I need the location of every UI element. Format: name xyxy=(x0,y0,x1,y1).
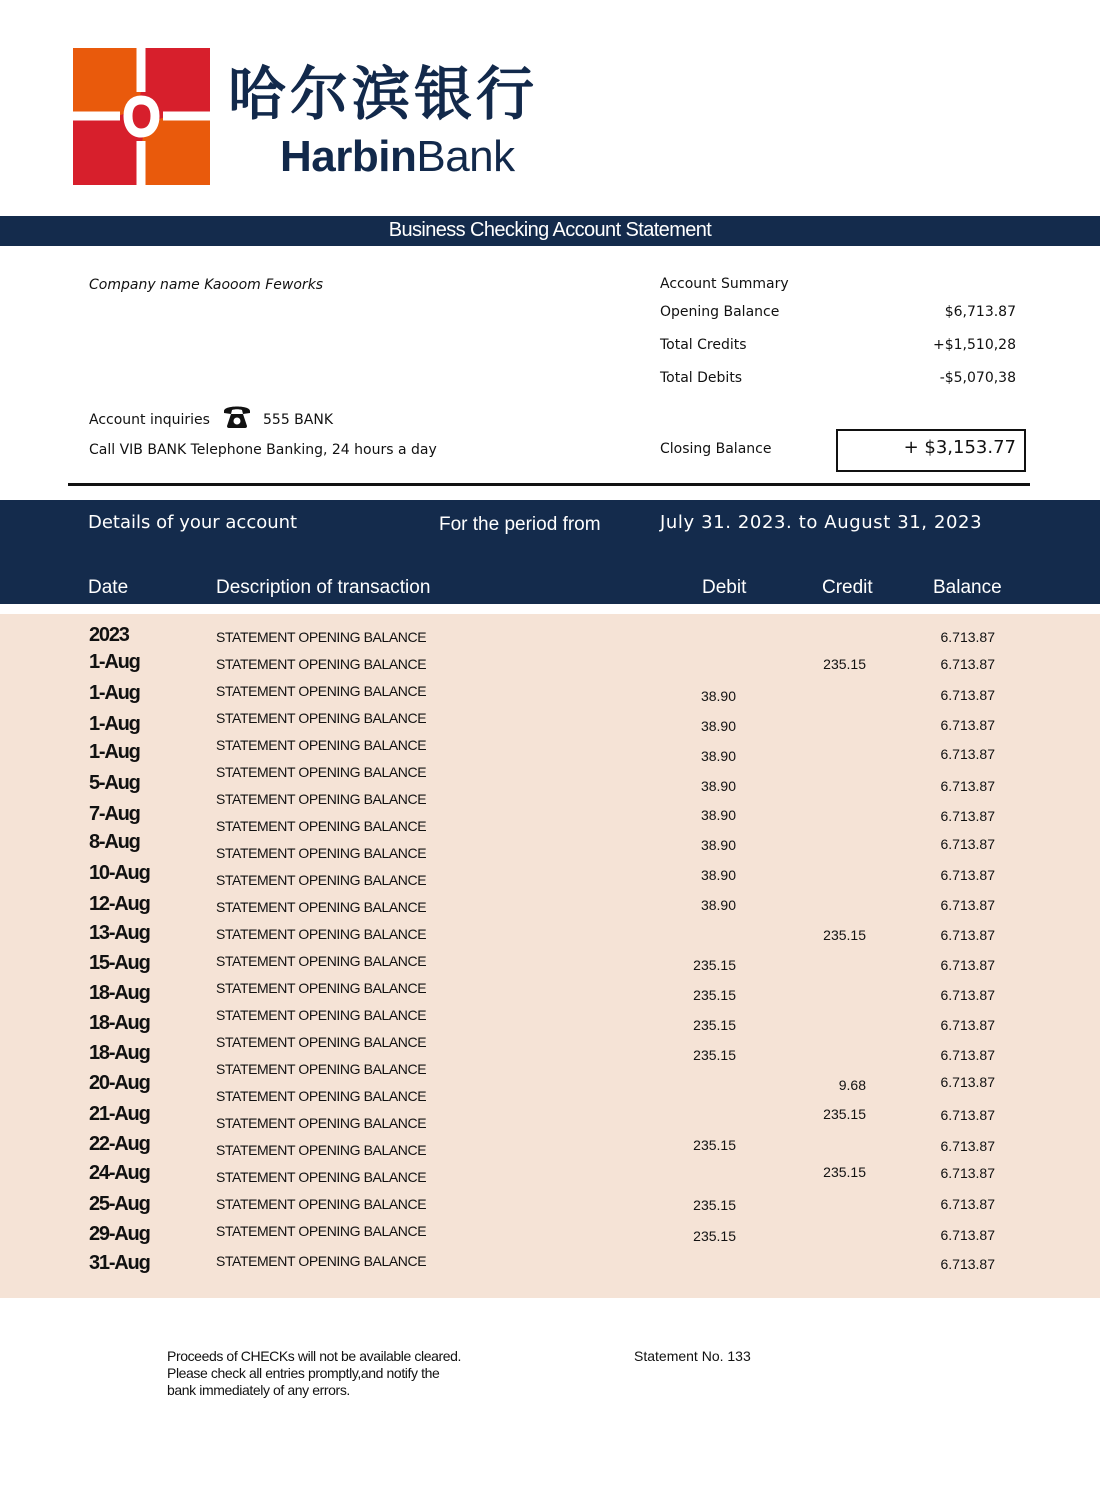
transaction-description: STATEMENT OPENING BALANCE xyxy=(216,980,427,996)
company-name: Company name Kaooom Feworks xyxy=(89,277,324,293)
transaction-date: 18-Aug xyxy=(89,1012,150,1034)
balance-amount: 6.713.87 xyxy=(940,897,995,913)
transaction-date: 2023 xyxy=(89,624,129,646)
balance-amount: 6.713.87 xyxy=(940,867,995,883)
transaction-description: STATEMENT OPENING BALANCE xyxy=(216,1253,427,1269)
statement-title-bar xyxy=(0,216,1100,246)
transaction-description: STATEMENT OPENING BALANCE xyxy=(216,845,427,861)
debit-amount: 38.90 xyxy=(700,867,736,883)
transaction-date: 5-Aug xyxy=(89,772,140,794)
transaction-description: STATEMENT OPENING BALANCE xyxy=(216,1034,427,1050)
debit-amount: 235.15 xyxy=(693,1017,736,1033)
bank-name-regular: Bank xyxy=(416,132,515,181)
account-details-header xyxy=(0,500,1100,604)
transaction-description: STATEMENT OPENING BALANCE xyxy=(216,926,427,942)
total-credits-label: Total Credits xyxy=(660,337,747,353)
debit-amount: 235.15 xyxy=(693,1197,736,1213)
debit-amount: 235.15 xyxy=(693,1228,736,1244)
transaction-description: STATEMENT OPENING BALANCE xyxy=(216,1115,427,1131)
debit-amount: 38.90 xyxy=(700,778,736,794)
debit-amount: 38.90 xyxy=(700,837,736,853)
debit-amount: 38.90 xyxy=(700,748,736,764)
transaction-date: 1-Aug xyxy=(89,713,140,735)
section-divider xyxy=(68,483,1030,486)
transaction-description: STATEMENT OPENING BALANCE xyxy=(216,872,427,888)
balance-amount: 6.713.87 xyxy=(940,687,995,703)
balance-amount: 6.713.87 xyxy=(940,746,995,762)
closing-balance-value: + $3,153.77 xyxy=(903,437,1016,458)
credit-amount: 235.15 xyxy=(823,1106,866,1122)
transaction-description: STATEMENT OPENING BALANCE xyxy=(216,791,427,807)
debit-amount: 235.15 xyxy=(693,957,736,973)
telephone-icon xyxy=(222,402,252,430)
column-header-description: Description of transaction xyxy=(216,577,431,598)
balance-amount: 6.713.87 xyxy=(940,656,995,672)
transaction-date: 25-Aug xyxy=(89,1193,150,1215)
balance-amount: 6.713.87 xyxy=(940,1227,995,1243)
checks-availability-note: Proceeds of CHECKs will not be available cleared. Please check all entries promptly,and notify the bank immediately of any errors. xyxy=(167,1348,461,1398)
balance-amount: 6.713.87 xyxy=(940,808,995,824)
balance-amount: 6.713.87 xyxy=(940,1138,995,1154)
column-header-balance: Balance xyxy=(933,577,1002,598)
credit-amount: 235.15 xyxy=(823,1164,866,1180)
transaction-date: 1-Aug xyxy=(89,651,140,673)
balance-amount: 6.713.87 xyxy=(940,717,995,733)
balance-amount: 6.713.87 xyxy=(940,957,995,973)
total-debits-label: Total Debits xyxy=(660,370,743,386)
transaction-description: STATEMENT OPENING BALANCE xyxy=(216,629,427,645)
transaction-date: 18-Aug xyxy=(89,1042,150,1064)
transactions-table xyxy=(0,614,1100,1298)
period-label: For the period from xyxy=(439,514,601,535)
telephone-banking-note: Call VIB BANK Telephone Banking, 24 hours a day xyxy=(89,442,437,458)
total-debits-value: -$5,070,38 xyxy=(939,370,1016,386)
balance-amount: 6.713.87 xyxy=(940,629,995,645)
transaction-date: 15-Aug xyxy=(89,952,150,974)
transaction-description: STATEMENT OPENING BALANCE xyxy=(216,899,427,915)
account-inquiries-phone: 555 BANK xyxy=(263,412,334,428)
transaction-description: STATEMENT OPENING BALANCE xyxy=(216,953,427,969)
balance-amount: 6.713.87 xyxy=(940,1165,995,1181)
column-header-credit: Credit xyxy=(822,577,873,598)
debit-amount: 235.15 xyxy=(693,1137,736,1153)
transaction-description: STATEMENT OPENING BALANCE xyxy=(216,656,427,672)
debit-amount: 38.90 xyxy=(700,807,736,823)
transaction-date: 13-Aug xyxy=(89,922,150,944)
transaction-description: STATEMENT OPENING BALANCE xyxy=(216,764,427,780)
transaction-description: STATEMENT OPENING BALANCE xyxy=(216,1088,427,1104)
transaction-date: 1-Aug xyxy=(89,741,140,763)
column-header-debit: Debit xyxy=(702,577,747,598)
transaction-date: 22-Aug xyxy=(89,1133,150,1155)
harbin-bank-logo xyxy=(73,48,210,185)
transaction-date: 10-Aug xyxy=(89,862,150,884)
balance-amount: 6.713.87 xyxy=(940,927,995,943)
transaction-description: STATEMENT OPENING BALANCE xyxy=(216,1169,427,1185)
transaction-description: STATEMENT OPENING BALANCE xyxy=(216,737,427,753)
credit-amount: 235.15 xyxy=(823,927,866,943)
balance-amount: 6.713.87 xyxy=(940,987,995,1003)
balance-amount: 6.713.87 xyxy=(940,1017,995,1033)
opening-balance-label: Opening Balance xyxy=(660,304,780,320)
credit-amount: 235.15 xyxy=(823,656,866,672)
transaction-description: STATEMENT OPENING BALANCE xyxy=(216,1142,427,1158)
column-header-date: Date xyxy=(88,577,129,598)
transaction-description: STATEMENT OPENING BALANCE xyxy=(216,1223,427,1239)
statement-number: Statement No. 133 xyxy=(634,1348,751,1364)
total-credits-value: +$1,510,28 xyxy=(933,337,1016,353)
closing-balance-label: Closing Balance xyxy=(660,441,772,457)
transaction-description: STATEMENT OPENING BALANCE xyxy=(216,1196,427,1212)
details-title: Details of your account xyxy=(88,512,298,533)
account-summary-title: Account Summary xyxy=(660,276,789,292)
transaction-date: 1-Aug xyxy=(89,682,140,704)
opening-balance-value: $6,713.87 xyxy=(944,304,1016,320)
transaction-date: 20-Aug xyxy=(89,1072,150,1094)
transaction-description: STATEMENT OPENING BALANCE xyxy=(216,683,427,699)
debit-amount: 235.15 xyxy=(693,987,736,1003)
balance-amount: 6.713.87 xyxy=(940,1074,995,1090)
transaction-date: 12-Aug xyxy=(89,893,150,915)
transaction-date: 8-Aug xyxy=(89,831,140,853)
transaction-date: 31-Aug xyxy=(89,1252,150,1274)
closing-balance-box xyxy=(836,429,1026,472)
debit-amount: 38.90 xyxy=(700,718,736,734)
balance-amount: 6.713.87 xyxy=(940,1196,995,1212)
transaction-description: STATEMENT OPENING BALANCE xyxy=(216,710,427,726)
balance-amount: 6.713.87 xyxy=(940,1256,995,1272)
transaction-description: STATEMENT OPENING BALANCE xyxy=(216,1007,427,1023)
credit-amount: 9.68 xyxy=(838,1077,866,1093)
account-inquiries-label: Account inquiries xyxy=(89,412,210,428)
transaction-date: 18-Aug xyxy=(89,982,150,1004)
bank-name-english xyxy=(280,132,515,182)
period-range: July 31. 2023. to August 31, 2023 xyxy=(660,512,983,533)
transaction-date: 24-Aug xyxy=(89,1162,150,1184)
balance-amount: 6.713.87 xyxy=(940,1047,995,1063)
transaction-date: 21-Aug xyxy=(89,1103,150,1125)
balance-amount: 6.713.87 xyxy=(940,1107,995,1123)
debit-amount: 235.15 xyxy=(693,1047,736,1063)
debit-amount: 38.90 xyxy=(700,897,736,913)
bank-name-bold: Harbin xyxy=(280,132,417,181)
balance-amount: 6.713.87 xyxy=(940,778,995,794)
transaction-date: 29-Aug xyxy=(89,1223,150,1245)
transaction-date: 7-Aug xyxy=(89,803,140,825)
bank-name-chinese: 哈尔滨银行 xyxy=(228,60,539,128)
transaction-description: STATEMENT OPENING BALANCE xyxy=(216,1061,427,1077)
balance-amount: 6.713.87 xyxy=(940,836,995,852)
statement-title: Business Checking Account Statement xyxy=(388,219,712,241)
transaction-description: STATEMENT OPENING BALANCE xyxy=(216,818,427,834)
debit-amount: 38.90 xyxy=(700,688,736,704)
